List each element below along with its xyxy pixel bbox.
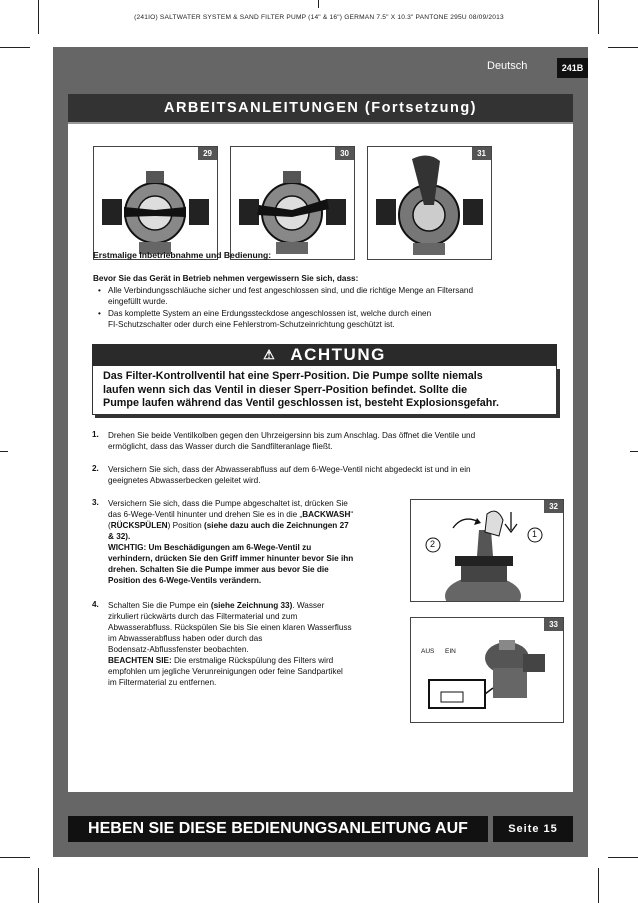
valve-illustration: [94, 147, 217, 259]
crop-mark: [630, 451, 638, 452]
step-text: im Abwasserabfluss haben oder durch das: [108, 634, 263, 643]
crop-mark: [318, 0, 319, 8]
figure-32: [410, 499, 564, 602]
page-title: ARBEITSANLEITUNGEN (Fortsetzung): [68, 94, 573, 124]
warning-icon: ⚠: [263, 347, 277, 362]
text-run: “: [350, 510, 354, 519]
note-label: BEACHTEN SIE:: [108, 656, 172, 665]
figure-number: 29: [198, 147, 217, 160]
step-note: [108, 655, 333, 667]
figure-number: 30: [335, 147, 354, 160]
step-text: geeignetes Abwasserbecken geleitet wird.: [108, 476, 261, 485]
step-number: 2.: [92, 464, 99, 473]
valve-illustration: [368, 147, 491, 259]
warning-line: Das Filter-Kontrollventil hat eine Sperr-Position. Die Pumpe sollte niemals: [103, 370, 483, 382]
step-number: 1.: [92, 430, 99, 439]
step-text: Versichern Sie sich, dass der Abwasserabfluss auf dem 6-Wege-Ventil nicht abgedeckt ist und in ein: [108, 465, 471, 474]
section-heading: Erstmalige Inbetriebnahme und Bedienung:: [93, 250, 272, 260]
text-run: das 6-Wege-Ventil hinunter und drehen Sie es in die „: [108, 510, 303, 519]
backwash-term: BACKWASH: [302, 510, 351, 519]
bullet-text: FI-Schutzschalter oder durch eine Fehlerstrom-Schutzeinrichtung geschützt ist.: [108, 320, 395, 329]
page-number: Seite 15: [493, 816, 573, 842]
text-run: Die erstmalige Rückspülung des Filters wird: [171, 656, 334, 665]
important-note: Position des 6-Wege-Ventils verändern.: [108, 576, 262, 585]
footer-slogan: HEBEN SIE DIESE BEDIENUNGSANLEITUNG AUF: [68, 816, 488, 842]
bullet-marker: •: [98, 286, 101, 295]
crop-mark: [0, 47, 30, 48]
step-number: 4.: [92, 600, 99, 609]
bullet-text: eingefüllt wurde.: [108, 297, 168, 306]
step-text: zirkuliert rückwärts durch das Filtermaterial und zum: [108, 612, 298, 621]
step-text: Drehen Sie beide Ventilkolben gegen den Uhrzeigersinn bis zum Anschlag. Das öffnet die Ventile und: [108, 431, 476, 440]
step-number: 3.: [92, 498, 99, 507]
crop-mark: [38, 868, 39, 903]
page-code-badge: 241B: [557, 58, 588, 78]
figure-number: 33: [544, 618, 563, 631]
important-note: verhindern, drücken Sie den Griff immer hinunter bevor Sie ihn: [108, 554, 354, 563]
text-run: . Wasser: [292, 601, 325, 610]
crop-mark: [0, 857, 30, 858]
language-label: Deutsch: [487, 60, 528, 72]
text-run: ) Position: [167, 521, 205, 530]
off-label: AUS: [421, 648, 435, 655]
text-run: Schalten Sie die Pumpe ein: [108, 601, 211, 610]
text-run: (: [108, 521, 111, 530]
bullet-text: Alle Verbindungsschläuche sicher und fest angeschlossen sind, und die richtige Menge an Filtersand: [108, 286, 474, 295]
crop-mark: [598, 868, 599, 903]
before-heading: Bevor Sie das Gerät in Betrieb nehmen vergewissern Sie sich, dass:: [93, 274, 359, 283]
figure-reference: (siehe Zeichnung 33): [210, 601, 293, 610]
figure-30: [230, 146, 355, 260]
figure-reference: (siehe dazu auch die Zeichnungen 27: [204, 521, 349, 530]
content-panel: [68, 124, 573, 792]
step-text: Abwasserabfluss. Rückspülen Sie bis Sie einen klaren Wasserfluss: [108, 623, 352, 632]
step-text: Versichern Sie sich, dass die Pumpe abgeschaltet ist, drücken Sie: [108, 499, 348, 508]
step-text: [108, 600, 324, 612]
warning-line: laufen wenn sich das Ventil in dieser Sperr-Position befindet. Sollte die: [103, 383, 468, 396]
figure-31: [367, 146, 492, 260]
crop-mark: [608, 47, 638, 48]
step-note: im Filtermaterial zu entfernen.: [108, 678, 217, 687]
step-text: [108, 520, 349, 532]
bullet-text: Das komplette System an eine Erdungssteckdose angeschlossen ist, welche durch einen: [108, 309, 432, 318]
step-text: Bodensatz-Abflussfenster beobachten.: [108, 645, 249, 654]
important-note: WICHTIG: Um Beschädigungen am 6-Wege-Ventil zu: [108, 543, 312, 552]
step-text: [108, 509, 353, 521]
valve-illustration: [231, 147, 354, 259]
warning-banner: [92, 344, 557, 366]
important-note: drehen. Schalten Sie die Pumpe immer aus bevor Sie die: [108, 565, 329, 574]
warning-line: Pumpe laufen während das Ventil geschlossen ist, besteht Explosionsgefahr.: [103, 397, 499, 409]
warning-text: [103, 370, 553, 411]
warning-box: [92, 366, 557, 415]
step-text: & 32).: [108, 532, 131, 541]
print-header-line: (241IO) SALTWATER SYSTEM & SAND FILTER PUMP (14" & 16") GERMAN 7.5" X 10.3" PANTONE 295U 08/09/2013: [134, 14, 504, 21]
on-label: EIN: [445, 648, 456, 655]
callout-2: 2: [430, 539, 436, 549]
rueckspuelen-term: RÜCKSPÜLEN: [110, 521, 168, 530]
backwash-illustration: [411, 500, 563, 601]
figure-29: [93, 146, 218, 260]
crop-mark: [0, 451, 8, 452]
bullet-marker: •: [98, 309, 101, 318]
pump-on-illustration: [411, 618, 563, 722]
step-note: empfohlen um jegliche Verunreinigungen oder feine Sandpartikel: [108, 667, 343, 676]
figure-number: 32: [544, 500, 563, 513]
callout-1: 1: [532, 529, 538, 539]
figure-33: [410, 617, 564, 723]
figure-number: 31: [472, 147, 491, 160]
warning-title: ACHTUNG: [290, 345, 386, 364]
step-text: ermöglicht, dass das Wasser durch die Sandfilteranlage fließt.: [108, 442, 333, 451]
crop-mark: [608, 857, 638, 858]
